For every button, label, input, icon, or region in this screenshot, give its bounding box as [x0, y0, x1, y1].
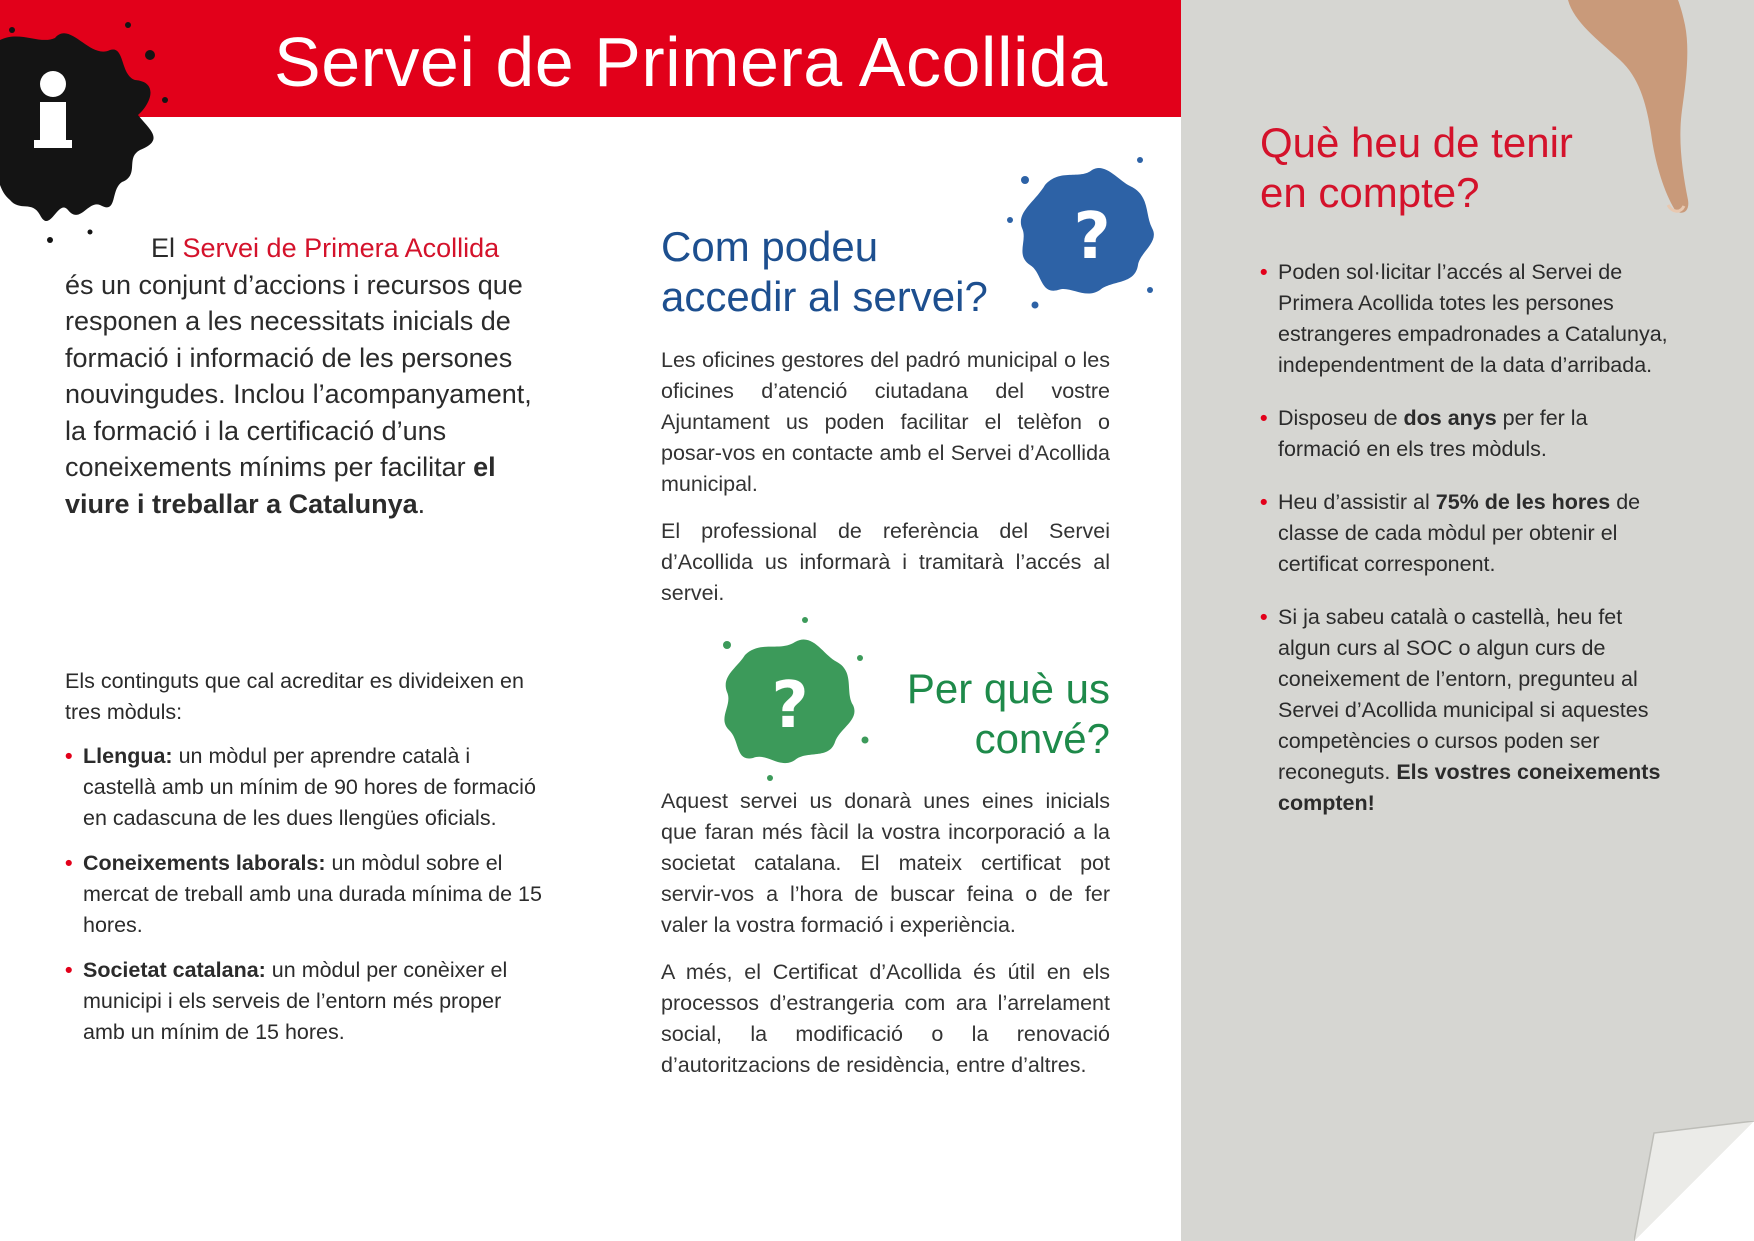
module-text: un mòdul per aprendre català i castellà amb un mínim de 90 hores de formació en cadascuna de les dues llengües oficials. — [83, 744, 536, 830]
list-item — [1260, 257, 1670, 381]
intro-bold: el viure i treballar a Catalunya — [65, 452, 496, 519]
service-name-highlight: Servei de Primera Acollida — [182, 233, 500, 263]
module-text: un mòdul per conèixer el municipi i els serveis de l’entorn més proper amb un mínim de 15 hores. — [83, 958, 508, 1044]
intro-body: és un conjunt d’accions i recursos que responen a les necessitats inicials de formació i informació de les persones nouvingudes. Inclou l’acompanyament, la formació i la certificació d’uns coneixements mínims per facilitar — [65, 269, 532, 482]
intro-end: . — [417, 488, 426, 519]
note-text-end: de classe de cada mòdul per obtenir el certificat corresponent. — [1278, 490, 1641, 576]
list-item — [1260, 602, 1670, 819]
notes-heading-line1: Què heu de tenir — [1260, 119, 1573, 166]
notes-heading — [1260, 118, 1620, 218]
access-heading-line1: Com podeu — [661, 223, 879, 270]
note-text: Poden sol·licitar l’accés al Servei de Primera Acollida totes les persones estrangeres empadronades a Catalunya, independentment de la data d’arribada. — [1278, 260, 1668, 377]
intro-paragraph — [65, 230, 535, 522]
notes-heading-line2: en compte? — [1260, 169, 1480, 216]
access-paragraph-1: Les oficines gestores del padró municipal o les oficines d’atenció ciutadana del vostre Ajuntament us poden facilitar el telèfon o posar-vos en contacte amb el Servei d’Acollida municipal. — [661, 348, 1110, 496]
question-icon — [705, 610, 875, 785]
notes-list — [1260, 257, 1670, 841]
note-text: Si ja sabeu català o castellà, heu fet algun curs al SOC o algun curs de coneixement de l’entorn, pregunteu al Servei d’Acollida municipal si aquestes competències o cursos poden ser reconeguts. — [1278, 605, 1649, 784]
list-item — [65, 848, 545, 941]
question-icon — [1000, 140, 1160, 315]
module-text: un mòdul sobre el mercat de treball amb una durada mínima de 15 hores. — [83, 851, 542, 937]
benefit-heading-line2: convé? — [974, 715, 1110, 762]
note-text: Heu d’assistir al — [1278, 490, 1436, 514]
benefit-paragraph-2: A més, el Certificat d’Acollida és útil en els processos d’estrangeria com ara l’arrelament social, la modificació o la renovació d’autoritzacions de residència, entre d’altres. — [661, 960, 1110, 1077]
page-title: Servei de Primera Acollida — [274, 23, 1108, 101]
benefit-heading-line1: Per què us — [906, 665, 1110, 712]
page-curl — [1634, 1121, 1754, 1241]
intro-pre: El — [151, 233, 183, 263]
note-bold: 75% de les hores — [1435, 490, 1611, 514]
modules-list — [65, 741, 545, 1062]
list-item — [65, 955, 545, 1048]
module-title: Llengua: — [83, 744, 173, 768]
note-bold: Els vostres coneixements compten! — [1278, 760, 1661, 815]
access-text — [661, 345, 1110, 625]
module-title: Societat catalana: — [83, 958, 266, 982]
note-text: Disposeu de — [1278, 406, 1404, 430]
benefit-text — [661, 786, 1110, 1097]
svg-text:?: ? — [1073, 200, 1111, 274]
list-item — [1260, 487, 1670, 580]
access-heading-line2: accedir al servei? — [661, 273, 988, 320]
access-heading — [661, 222, 1021, 322]
modules-intro: Els continguts que cal acreditar es divideixen en tres mòduls: — [65, 669, 524, 724]
module-title: Coneixements laborals: — [83, 851, 326, 875]
access-paragraph-2: El professional de referència del Servei d’Acollida us informarà i tramitarà l’accés al servei. — [661, 519, 1110, 605]
list-item — [1260, 403, 1670, 465]
benefit-heading — [860, 664, 1110, 764]
list-item — [65, 741, 545, 834]
info-icon — [0, 0, 180, 250]
note-bold: dos anys — [1403, 406, 1497, 430]
benefit-paragraph-1: Aquest servei us donarà unes eines inicials que faran més fàcil la vostra incorporació a la societat catalana. El mateix certificat pot servir-vos a l’hora de buscar feina o de fer valer la vostra formació i experiència. — [661, 789, 1110, 937]
note-text-end: per fer la formació en els tres mòduls. — [1278, 406, 1588, 461]
svg-text:?: ? — [771, 669, 809, 743]
